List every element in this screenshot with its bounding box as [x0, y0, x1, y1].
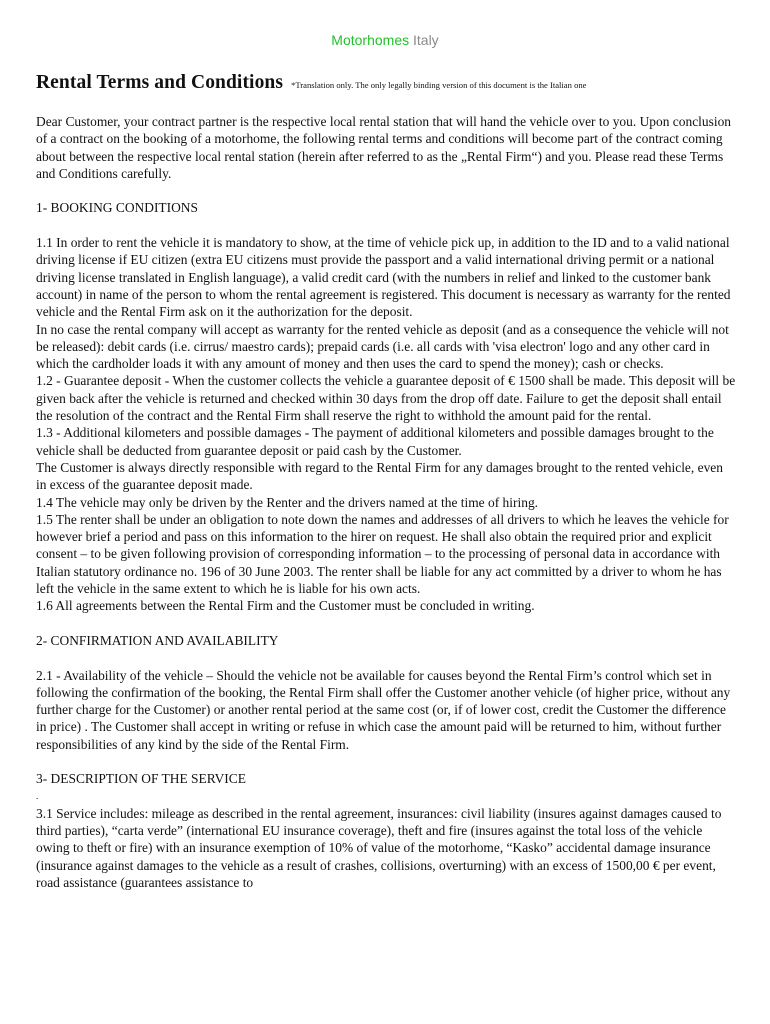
clause-1-5: 1.5 The renter shall be under an obligation to note down the names and addresses of all drivers to which he leaves the vehicle for however brief a period and pass on this information to the hirer on request. He shall also obtain the required prior and explicit consent – to be given following provision of corresponding information – to the processing of personal data in accordance with Italian statutory ordinance no. 196 of 30 June 2003. The renter shall be liable for any act committed by a driver to whom he has left the vehicle in the same extent to which he is liable for his own acts. [36, 511, 729, 597]
clause-1-1: 1.1 In order to rent the vehicle it is mandatory to show, at the time of vehicle pick up, in addition to the ID and to a valid national driving license if EU citizen (extra EU citizens must provide the passport and a valid international driving permit or a national driving license translated in English language), a valid credit card (with the numbers in relief and linked to the customer bank account) in name of the person to whom the rental agreement is registered. This document is necessary as warranty for the rented vehicle and the Rental Firm ask on it the authorization for the deposit. [36, 235, 731, 320]
section-heading-service: 3- DESCRIPTION OF THE SERVICE [36, 771, 246, 787]
spacer [36, 182, 736, 199]
spacer [36, 615, 736, 632]
clause-2-1: 2.1 - Availability of the vehicle – Should the vehicle not be available for causes beyond the Rental Firm’s control which set in following the confirmation of the booking, the Rental Firm shall offer the Customer another vehicle (of higher price, without any further charge for the Customer) or another rental period at the same cost (or, if of lower cost, credit the Customer the difference in price) . The Customer shall accept in writing or refuse in which case the amount paid will be returned to him, without further responsibilities of any kind by the side of the Rental Firm. [36, 667, 731, 752]
brand-secondary: Italy [413, 32, 439, 48]
clause-1-2: 1.2 - Guarantee deposit - When the customer collects the vehicle a guarantee deposit of € 1500 shall be made. This deposit will be given back after the vehicle is returned and checked within 30 days from the drop off date. Failure to get the deposit shall entail the resolution of the contract and the Rental Firm shall reserve the right to withhold the amount paid for the rental. [36, 373, 736, 424]
spacer [36, 753, 736, 770]
intro-paragraph: Dear Customer, your contract partner is the respective local rental station that will hand the vehicle over to you. Upon conclusion of a contract on the booking of a motorhome, the following rental terms and conditions will become part of the contract coming about between the respective local rental station (herein after referred to as the „Rental Firm“) and you. Please read these Terms and Conditions carefully. [36, 114, 732, 181]
clause-1-3: 1.3 - Additional kilometers and possible damages - The payment of additional kilometers and possible damages brought to the vehicle shall be deducted from guarantee deposit or paid cash by the Customer. [36, 425, 714, 458]
document-title: Rental Terms and Conditions [36, 72, 284, 93]
title-row [36, 72, 736, 94]
translation-note: *Translation only. The only legally binding version of this document is the Italian one [291, 80, 587, 90]
spacer [36, 217, 736, 234]
section-heading-confirmation: 2- CONFIRMATION AND AVAILABILITY [36, 632, 279, 648]
brand-header [0, 32, 770, 48]
clause-1-1-continued: In no case the rental company will accept as warranty for the rented vehicle as deposit (and as a consequence the vehicle will not be released): debit cards (i.e. cirrus/ maestro cards); prepaid cards (i.e. all cards with 'visa electron' logo and any other card in which the cardholder loads it with any amount of money and then uses the card to spend the money); cash or checks. [36, 321, 729, 372]
section-heading-booking: 1- BOOKING CONDITIONS [36, 200, 198, 216]
clause-3-1: 3.1 Service includes: mileage as described in the rental agreement, insurances: civil liability (insures against damages caused to third parties), “carta verde” (international EU insurance coverage), theft and fire (insures against the total loss of the vehicle owing to theft or fire) with an insurance exemption of 10% of value of the motorhome, “Kasko” accidental damage insurance (insurance against damages to the vehicle as a result of crashes, collisions, overturning) with an excess of 1500,00 € per event, road assistance (guarantees assistance to [36, 805, 722, 891]
clause-1-4: 1.4 The vehicle may only be driven by the Renter and the drivers named at the time of hiring. [36, 494, 539, 510]
clause-1-6: 1.6 All agreements between the Rental Firm and the Customer must be concluded in writing. [36, 598, 535, 614]
clause-1-3-continued: The Customer is always directly responsible with regard to the Rental Firm for any damages brought to the rented vehicle, even in excess of the guarantee deposit made. [36, 459, 723, 493]
spacer [36, 649, 736, 666]
stray-dot: . [36, 790, 39, 801]
document-body [36, 113, 736, 891]
brand-primary: Motorhomes [331, 32, 410, 48]
